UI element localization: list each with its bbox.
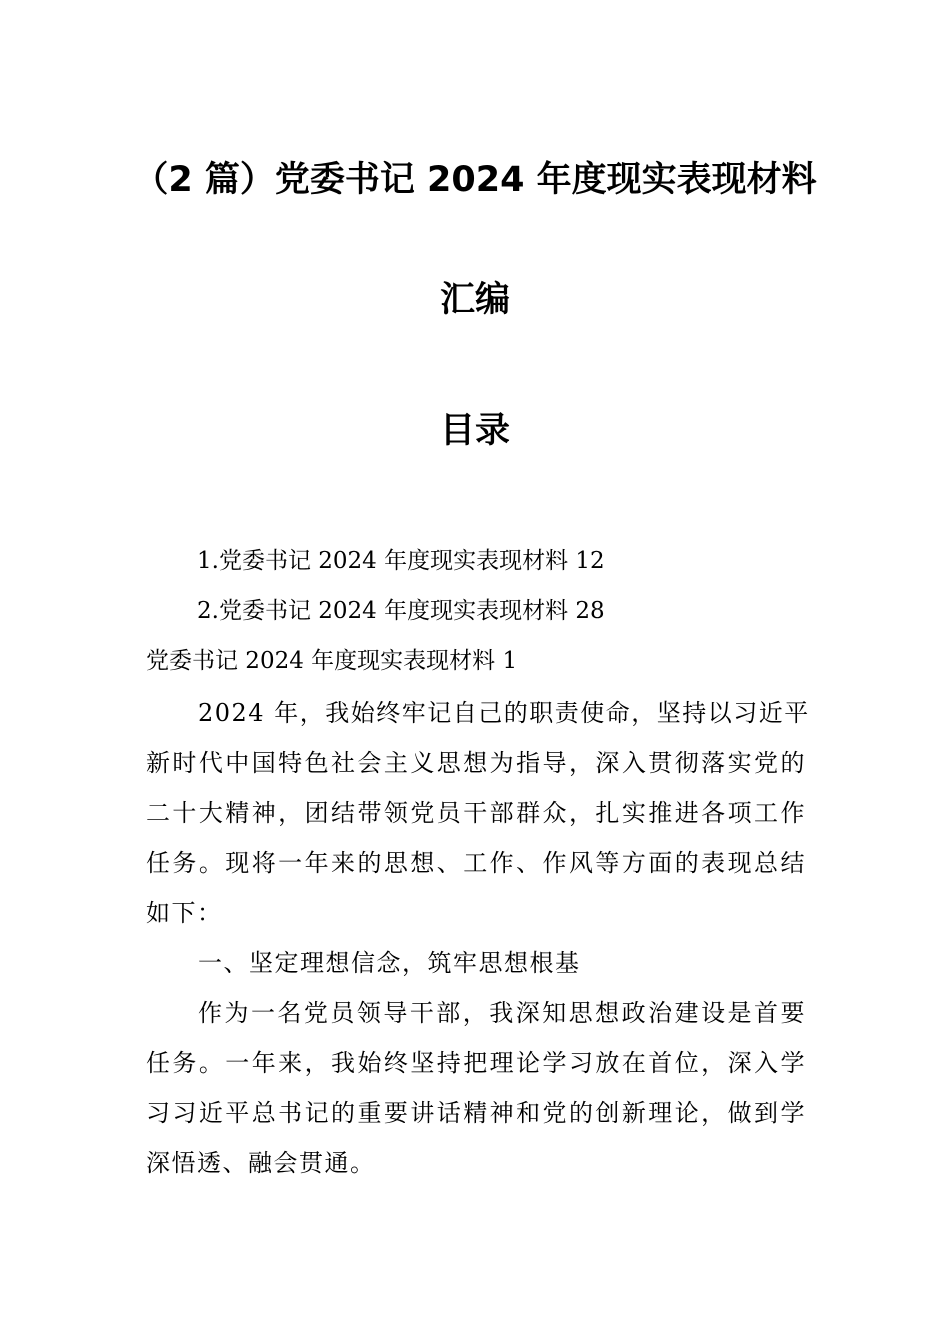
section-title: 党委书记 2024 年度现实表现材料 1	[146, 648, 518, 674]
paragraph-line: 新时代中国特色社会主义思想为指导，深入贯彻落实党的	[146, 749, 806, 777]
toc-item[interactable]: 1.党委书记 2024 年度现实表现材料 12	[197, 548, 605, 574]
section-heading-1	[146, 938, 806, 988]
paragraph-line: 任务。一年来，我始终坚持把理论学习放在首位，深入学	[146, 1049, 806, 1077]
paragraph-line: 作为一名党员领导干部，我深知思想政治建设是首要	[198, 999, 806, 1027]
paragraph-line: 2024 年，我始终牢记自己的职责使命，坚持以习近平	[198, 699, 810, 727]
table-of-contents	[197, 546, 605, 646]
paragraph-line: 任务。现将一年来的思想、工作、作风等方面的表现总结	[146, 849, 806, 877]
paragraph-1	[146, 988, 806, 1188]
toc-heading: 目录	[439, 411, 510, 451]
paragraph-line: 二十大精神，团结带领党员干部群众，扎实推进各项工作	[146, 799, 806, 827]
paragraph-line: 深悟透、融会贯通。	[146, 1149, 376, 1177]
paragraph-intro	[146, 688, 810, 938]
paragraph-line: 如下：	[146, 899, 223, 927]
toc-item[interactable]: 2.党委书记 2024 年度现实表现材料 28	[197, 598, 605, 624]
heading-text: 一、坚定理想信念，筑牢思想根基	[198, 949, 581, 977]
paragraph-line: 习习近平总书记的重要讲话精神和党的创新理论，做到学	[146, 1099, 806, 1127]
document-title-line-1: （2 篇）党委书记 2024 年度现实表现材料	[133, 160, 817, 200]
document-title-line-2: 汇编	[439, 280, 510, 320]
